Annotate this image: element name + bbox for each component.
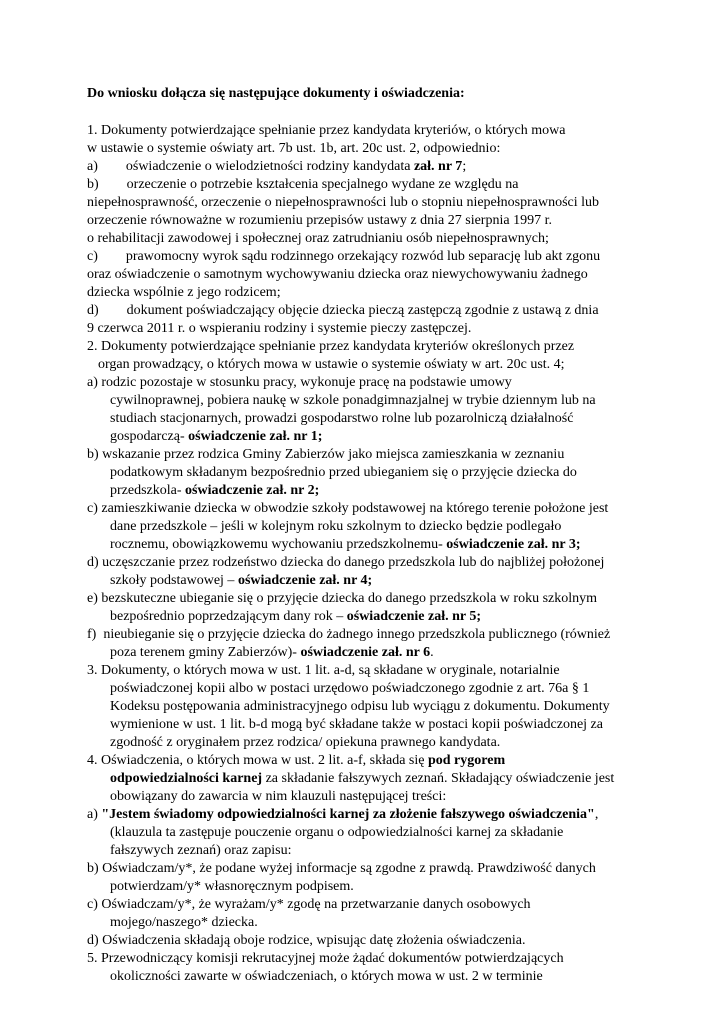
- document-line: [87, 266, 637, 284]
- document-line: [110, 410, 637, 428]
- document-line: [110, 968, 637, 986]
- line-text: d) dokument poświadczający objęcie dziecka pieczą zastępczą zgodnie z ustawą z dnia: [87, 303, 599, 318]
- line-text: niepełnosprawność, orzeczenie o niepełnosprawności lub o stopniu niepełnosprawności lub: [87, 195, 600, 210]
- line-text: 1. Dokumenty potwierdzające spełnianie przez kandydata kryteriów, o których mowa: [87, 123, 566, 138]
- line-text-after: ;: [462, 159, 467, 174]
- line-emphasis: oświadczenie zał. nr 6: [300, 645, 431, 660]
- line-text: oraz oświadczenie o samotnym wychowywaniu dziecka oraz niewychowywaniu żadnego: [87, 267, 588, 282]
- line-text: orzeczenie równoważne w rozumieniu przepisów ustawy z dnia 27 sierpnia 1997 r.: [87, 213, 552, 228]
- line-text: gospodarczą-: [110, 429, 189, 444]
- document-line: [87, 248, 637, 266]
- line-emphasis: oświadczenie zał. nr 3;: [446, 537, 581, 552]
- line-text: d) Oświadczenia składają oboje rodzice, wpisując datę złożenia oświadczenia.: [87, 933, 526, 948]
- document-line: [87, 446, 637, 464]
- line-emphasis: odpowiedzialności karnej: [110, 771, 263, 786]
- line-text: 2. Dokumenty potwierdzające spełnianie przez kandydata kryteriów określonych przez: [87, 339, 575, 354]
- line-text: zgodność z oryginałem przez rodzica/ opiekuna prawnego kandydata.: [110, 735, 501, 750]
- line-emphasis: zał. nr 7: [413, 159, 463, 174]
- document-line: [110, 482, 637, 500]
- line-text: wymienione w ust. 1 lit. b-d mogą być składane także w postaci kopii poświadczonej za: [110, 717, 603, 732]
- line-text: c) zamieszkiwanie dziecka w obwodzie szkoły podstawowej na którego terenie położone jest: [87, 501, 609, 516]
- line-text: 4. Oświadczenia, o których mowa w ust. 2 lit. a-f, składa się: [87, 753, 428, 768]
- line-text-after: za składanie fałszywych zeznań. Składający oświadczenie jest: [262, 771, 615, 786]
- document-line: [87, 230, 637, 248]
- line-text: 3. Dokumenty, o których mowa w ust. 1 lit. a-d, są składane w oryginale, notarialnie: [87, 663, 560, 678]
- document-line: [87, 374, 637, 392]
- line-text: mojego/naszego* dziecka.: [110, 915, 258, 930]
- line-text: b) orzeczenie o potrzebie kształcenia specjalnego wydane ze względu na: [87, 177, 519, 192]
- line-text: Kodeksu postępowania administracyjnego odpisu lub wyciągu z dokumentu. Dokumenty: [110, 699, 610, 714]
- line-text: poświadczonej kopii albo w postaci urzędowo poświadczonego zgodnie z art. 76a § 1: [110, 681, 590, 696]
- line-text: poza terenem gminy Zabierzów)-: [110, 645, 301, 660]
- document-line: [87, 806, 637, 824]
- document-line: [87, 896, 637, 914]
- document-line: [87, 752, 637, 770]
- line-text: fałszywych zeznań) oraz zapisu:: [110, 843, 292, 858]
- line-text: c) prawomocny wyrok sądu rodzinnego orzekający rozwód lub separację lub akt zgonu: [87, 249, 601, 264]
- line-text: e) bezskuteczne ubieganie się o przyjęcie dziecka do danego przedszkola w roku szkolnym: [87, 591, 598, 606]
- page-heading: Do wniosku dołącza się następujące dokumenty i oświadczenia:: [87, 86, 465, 101]
- line-text: podatkowym składanym bezpośrednio przed ubieganiem się o przyjęcie dziecka do: [110, 465, 577, 480]
- line-emphasis: oświadczenie zał. nr 4;: [237, 573, 373, 588]
- document-line: [87, 590, 637, 608]
- document-line: [87, 176, 637, 194]
- line-emphasis: oświadczenie zał. nr 5;: [346, 609, 482, 624]
- document-line: [110, 698, 637, 716]
- line-text: d) uczęszczanie przez rodzeństwo dziecka do danego przedszkola lub do najbliżej położonej: [87, 555, 605, 570]
- document-line: [87, 554, 637, 572]
- document-line: [110, 878, 637, 896]
- line-emphasis: "Jestem świadomy odpowiedzialności karnej za złożenie fałszywego oświadczenia": [101, 807, 595, 822]
- line-text-after: ,: [594, 807, 599, 822]
- document-line: [110, 392, 637, 410]
- document-line: [110, 608, 637, 626]
- document-line: [87, 140, 637, 158]
- document-line: [87, 932, 637, 950]
- document-line: [87, 500, 637, 518]
- document-line: [87, 950, 637, 968]
- line-text: a): [87, 807, 102, 822]
- line-text: dane przedszkole – jeśli w kolejnym roku szkolnym to dziecko będzie podlegało: [110, 519, 562, 534]
- document-line: [110, 518, 637, 536]
- line-emphasis: pod rygorem: [427, 753, 506, 768]
- document-line: [110, 464, 637, 482]
- document-line: [98, 356, 637, 374]
- document-line: [110, 716, 637, 734]
- line-text: przedszkola-: [110, 483, 186, 498]
- document-line: [110, 680, 637, 698]
- line-text: obowiązany do zawarcia w nim klauzuli następującej treści:: [110, 789, 447, 804]
- document-line: [110, 644, 637, 662]
- line-text: dziecka wspólnie z jego rodzicem;: [87, 285, 281, 300]
- document-line: [87, 212, 637, 230]
- line-text: szkoły podstawowej –: [110, 573, 238, 588]
- line-text: a) rodzic pozostaje w stosunku pracy, wykonuje pracę na podstawie umowy: [87, 375, 512, 390]
- line-text: 5. Przewodniczący komisji rekrutacyjnej może żądać dokumentów potwierdzających: [87, 951, 564, 966]
- line-text: studiach stacjonarnych, prowadzi gospodarstwo rolne lub pozarolniczą działalność: [110, 411, 574, 426]
- document-line: [110, 428, 637, 446]
- line-text: organ prowadzący, o których mowa w ustawie o systemie oświaty w art. 20c ust. 4;: [98, 357, 565, 372]
- document-line: [87, 158, 637, 176]
- document-line: [87, 662, 637, 680]
- line-text-after: .: [430, 645, 434, 660]
- line-text: (klauzula ta zastępuje pouczenie organu o odpowiedzialności karnej za składanie: [110, 825, 564, 840]
- document-line: [110, 788, 637, 806]
- document-line: [87, 284, 637, 302]
- line-text: w ustawie o systemie oświaty art. 7b ust. 1b, art. 20c ust. 2, odpowiednio:: [87, 141, 501, 156]
- document-line: [110, 572, 637, 590]
- document-line: [110, 824, 637, 842]
- line-text: b) wskazanie przez rodzica Gminy Zabierzów jako miejsca zamieszkania w zeznaniu: [87, 447, 565, 462]
- line-text: a) oświadczenie o wielodzietności rodziny kandydata: [87, 159, 414, 174]
- document-line: [110, 842, 637, 860]
- document-line: [87, 302, 637, 320]
- line-text: okoliczności zawarte w oświadczeniach, o których mowa w ust. 2 w terminie: [110, 969, 543, 984]
- line-text: f) nieubieganie się o przyjęcie dziecka do żadnego innego przedszkola publicznego (również: [87, 627, 611, 642]
- document-line: [87, 194, 637, 212]
- document-line: [87, 122, 637, 140]
- document-line: [110, 536, 637, 554]
- document-line: [87, 626, 637, 644]
- line-text: o rehabilitacji zawodowej i społecznej oraz zatrudnianiu osób niepełnosprawnych;: [87, 231, 549, 246]
- document-line: [110, 770, 637, 788]
- document-line: [110, 734, 637, 752]
- line-text: b) Oświadczam/y*, że podane wyżej informacje są zgodne z prawdą. Prawdziwość danych: [87, 861, 596, 876]
- line-text: bezpośrednio poprzedzającym dany rok –: [110, 609, 347, 624]
- document-line: [87, 320, 637, 338]
- document-line: [87, 338, 637, 356]
- document-line: [110, 914, 637, 932]
- line-text: potwierdzam/y* własnoręcznym podpisem.: [110, 879, 354, 894]
- line-emphasis: oświadczenie zał. nr 1;: [188, 429, 323, 444]
- line-text: 9 czerwca 2011 r. o wspieraniu rodziny i systemie pieczy zastępczej.: [87, 321, 472, 336]
- document-line: [87, 860, 637, 878]
- line-text: c) Oświadczam/y*, że wyrażam/y* zgodę na przetwarzanie danych osobowych: [87, 897, 531, 912]
- line-text: rocznemu, obowiązkowemu wychowaniu przedszkolnemu-: [110, 537, 447, 552]
- line-text: cywilnoprawnej, pobiera naukę w szkole ponadgimnazjalnej w trybie dziennym lub na: [110, 393, 596, 408]
- line-emphasis: oświadczenie zał. nr 2;: [185, 483, 320, 498]
